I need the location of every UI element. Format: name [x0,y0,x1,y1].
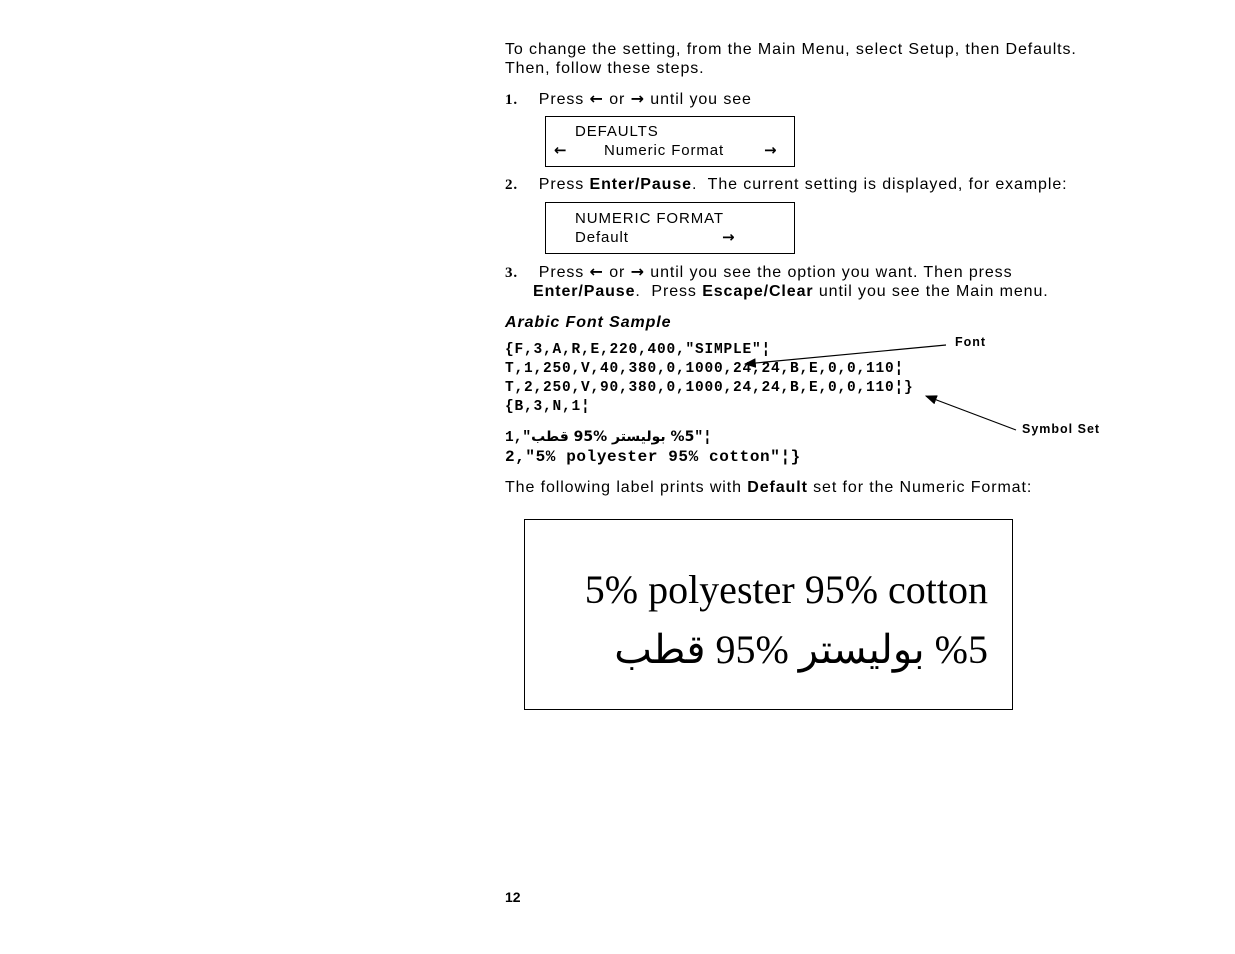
bold-text: Default [747,479,808,496]
follow-text [505,478,1032,497]
step-text: until you see the option you want. Then press [650,264,1013,281]
symbol-set-callout-arrow [926,396,1016,430]
right-arrow-icon: → [630,262,645,281]
code-line: T,1,250,V,40,380,0,1000,24,24,B,E,0,0,110¦ [505,361,905,377]
left-arrow-icon: ← [589,262,604,281]
code-line: T,2,250,V,90,380,0,1000,24,24,B,E,0,0,110¦} [505,380,914,396]
step-text: . Press [635,283,697,300]
label-line-english: 5% polyester 95% cotton [584,567,988,612]
arabic-text: %5 بوليستر %95 قطب [531,429,695,445]
callout-symbol-set: Symbol Set [1022,422,1101,436]
step-number: 3. [505,265,519,281]
step-text: Press [538,264,585,281]
step-text: or [609,91,626,108]
code-text: 1," [505,430,532,446]
step-text: until you see [650,91,752,108]
step-number: 1. [505,92,519,108]
data-line-english: 2,"5% polyester 95% cotton"¦} [505,448,801,466]
code-line: {B,3,N,1¦ [505,399,591,415]
display-value: Default [575,229,629,246]
left-arrow-icon: ← [589,89,604,108]
page-number: 12 [505,889,521,905]
callout-font: Font [955,335,987,349]
key-name: Enter/Pause [589,176,692,193]
key-name: Enter/Pause [533,283,636,300]
step-text: . The current setting is displayed, for example: [691,176,1068,193]
intro-line-1: To change the setting, from the Main Menu, select Setup, then Defaults. [505,41,1077,58]
section-heading: Arabic Font Sample [505,314,672,331]
font-callout-arrow [745,345,946,364]
printed-label [524,519,1013,710]
code-text: "¦ [694,430,712,446]
right-arrow-icon: → [722,228,736,246]
left-arrow-icon: ← [554,141,568,159]
right-arrow-icon: → [630,89,645,108]
step-text: until you see the Main menu. [818,283,1049,300]
step-text: or [609,264,626,281]
display-value: Numeric Format [604,142,725,159]
code-line: {F,3,A,R,E,220,400,"SIMPLE"¦ [505,342,772,358]
label-line-arabic: %5 بوليستر %95 قطب [614,627,988,672]
step-number: 2. [505,177,519,193]
display-title: DEFAULTS [575,123,659,140]
step-text: Press [538,91,585,108]
text: set for the Numeric Format: [813,479,1033,496]
intro-line-2: Then, follow these steps. [505,60,705,77]
step-text: Press [538,176,585,193]
text: The following label prints with [505,479,742,496]
display-title: NUMERIC FORMAT [575,210,724,227]
key-name: Escape/Clear [702,283,814,300]
right-arrow-icon: → [764,141,778,159]
